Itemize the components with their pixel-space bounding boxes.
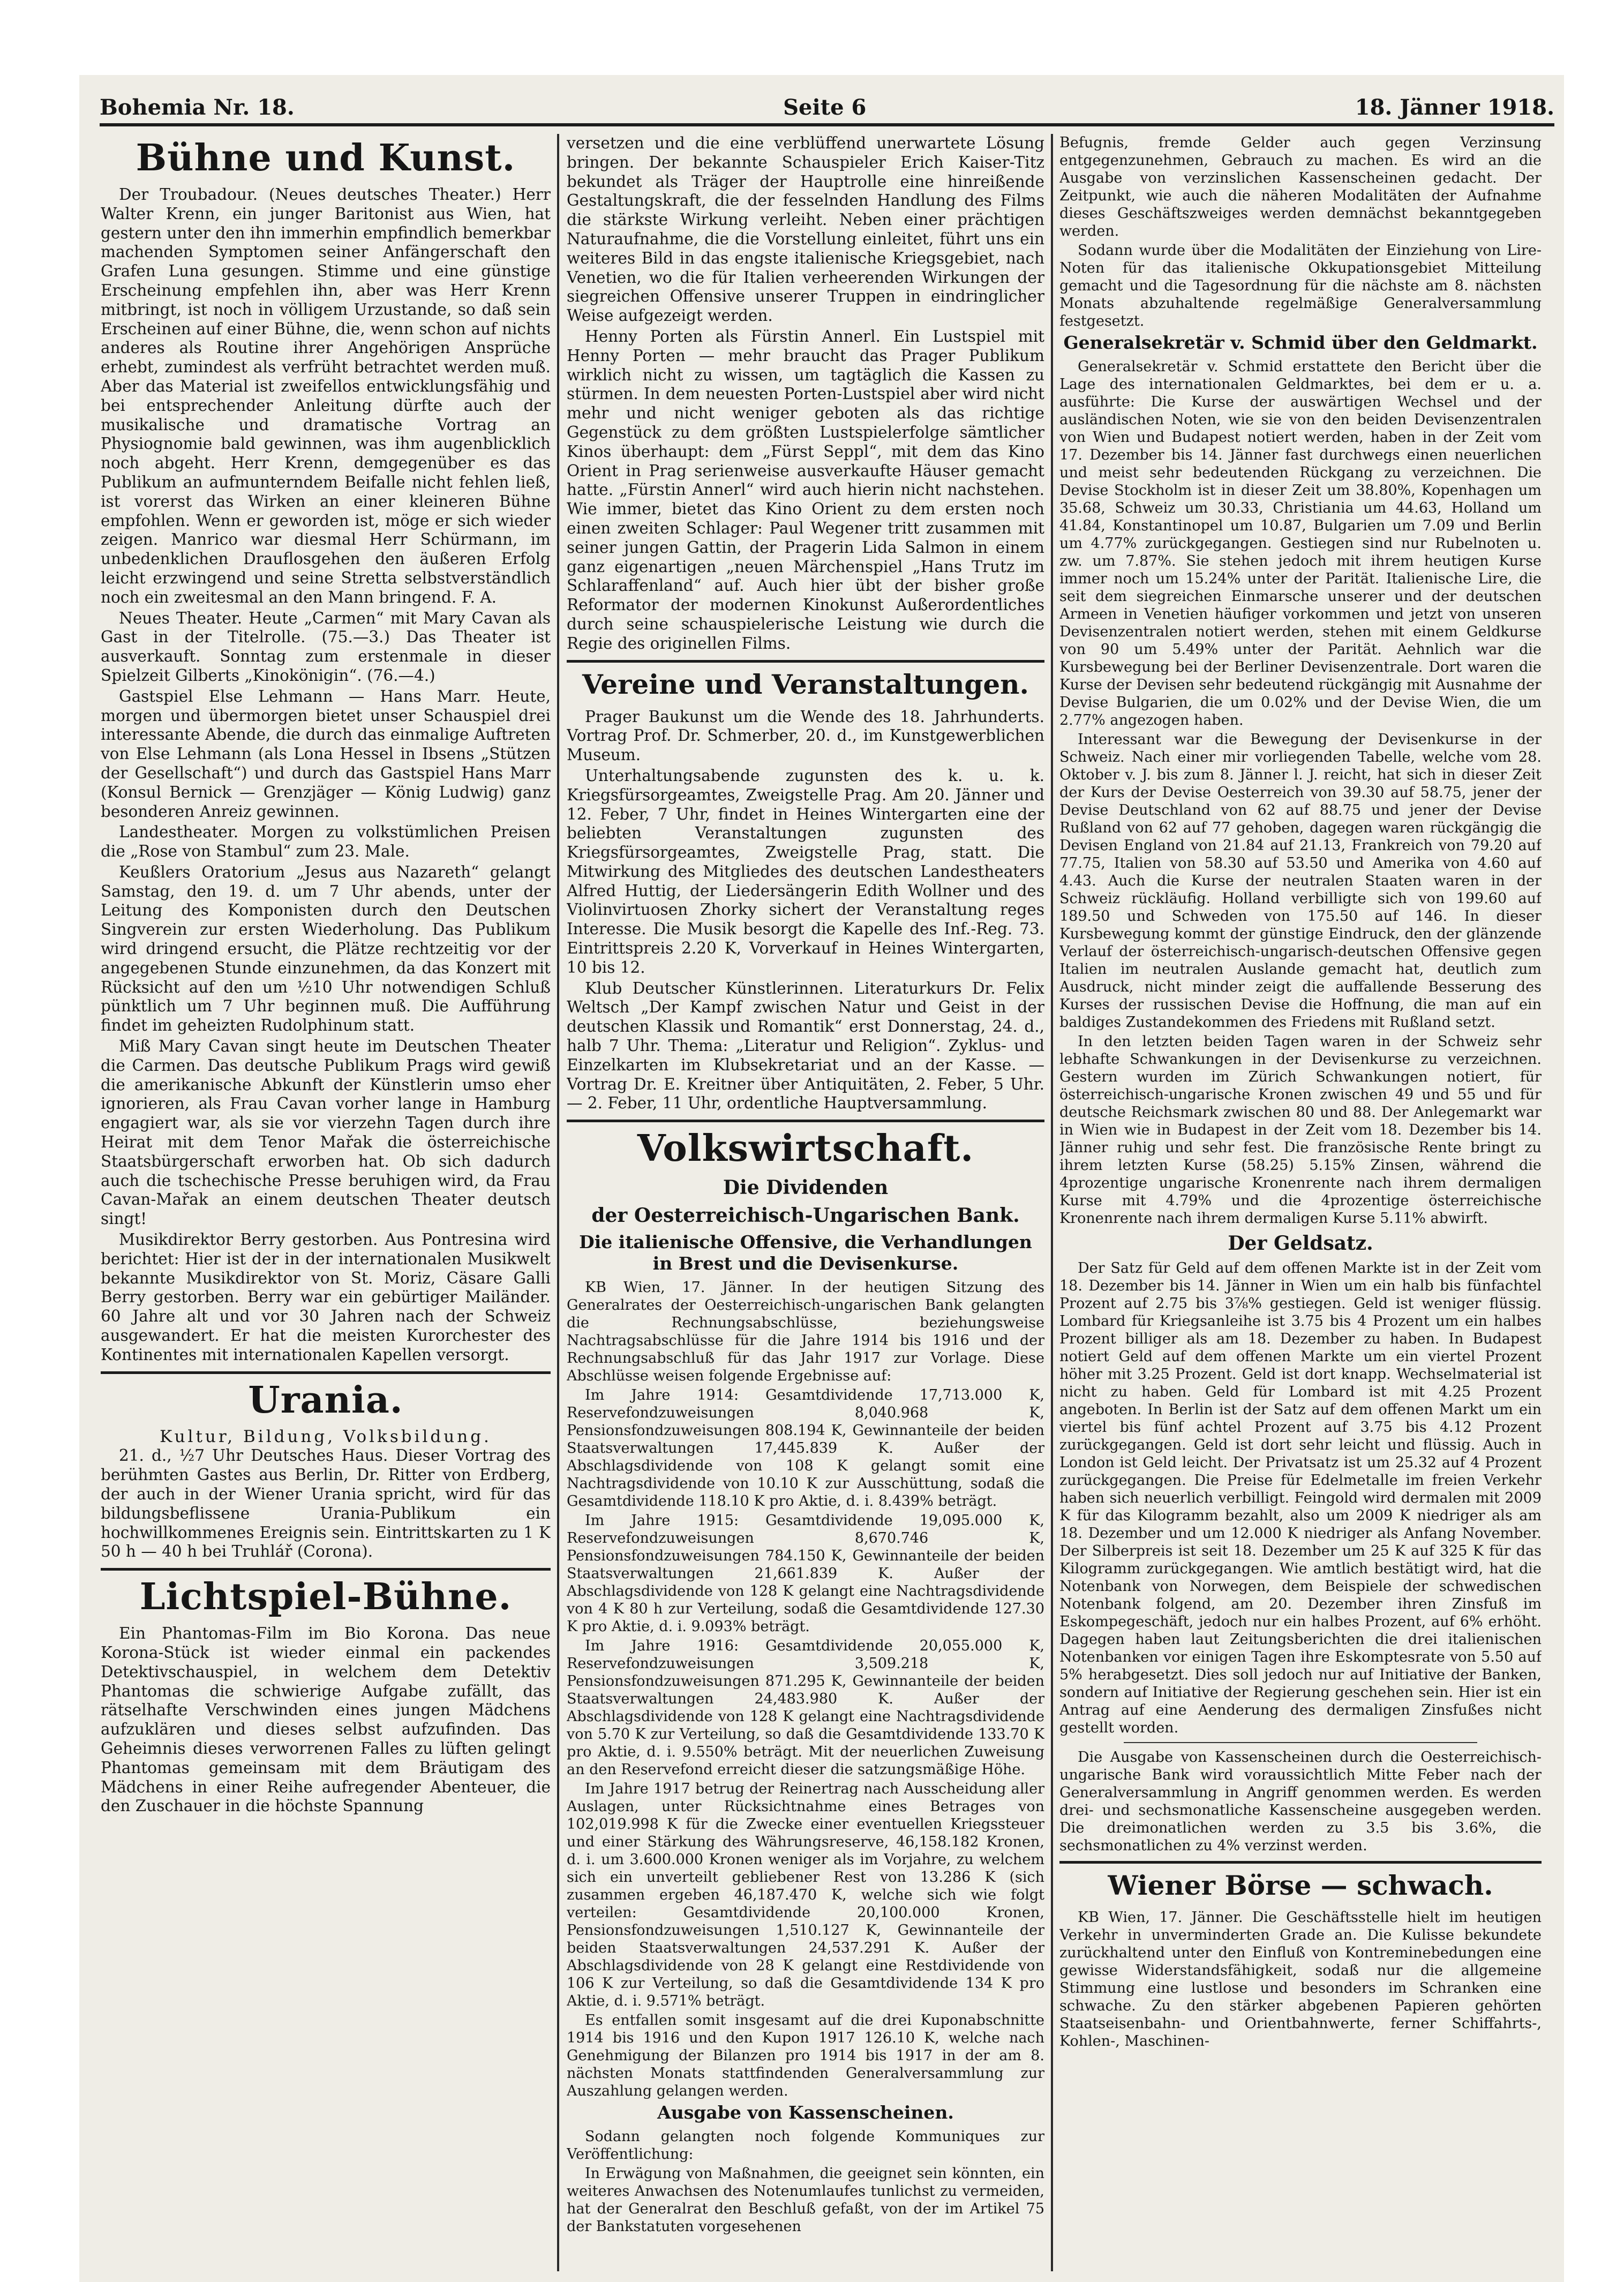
section-title-buehne: Bühne und Kunst. xyxy=(136,137,516,179)
article-kassen-body: In Erwägung von Maßnahmen, die geeignet sein könnten, ein weiteres Anwachsen des Notenumlaufes tunlichst zu vermeiden, hat der Generalrat den Beschluß gefaßt, von der im Artikel 75 der Bankstatuten vorgesehenen xyxy=(567,2165,1044,2235)
page-number: Seite 6 xyxy=(783,95,867,120)
article-neues-theater: Neues Theater. Heute „Carmen“ mit Mary Cavan als Gast in der Titelrolle. (75.—3.) Das Theater ist ausverkauft. Sonntag zum erstenmale in dieser Spielzeit Gilberts „Kinokönigin“. (76.—4.) xyxy=(101,609,551,685)
headline-schmid: Generalsekretär v. Schmid über den Geldmarkt. xyxy=(1063,332,1538,353)
urania-motto: Kultur, Bildung, Volksbildung. xyxy=(160,1427,492,1446)
page-header xyxy=(100,80,1554,126)
article-kupon: Es entfallen somit insgesamt auf die drei Kuponabschnitte 1914 bis 1916 und den Kupon 1917 126.10 K, welche nach Genehmigung der Bilanzen pro 1914 bis 1917 in der am 8. nächsten Monats stattfindenden Generalversammlung zur Auszahlung gelangen werden. xyxy=(567,2012,1044,2100)
section-title-urania: Urania. xyxy=(248,1378,403,1422)
article-film-continued: versetzen und die eine verblüffend unerwartete Lösung bringen. Der bekannte Schauspieler Erich Kaiser-Titz bekundet als Träger der Hauptrolle eine hinreißende Gestaltungskraft, die der fesselnden Handlung des Films die stärkste Wirkung verleiht. Neben einer prächtigen Naturaufnahme, die die Vorstellung einleitet, führt uns ein weiteres Bild in das engste italienische Kriegsgebiet, nach Venetien, wo die für Italien verheerenden Wirkungen der siegreichen Offensive unserer Truppen in eindringlicher Weise aufgezeigt werden. xyxy=(567,134,1044,325)
article-landestheater: Landestheater. Morgen zu volkstümlichen Preisen die „Rose von Stambul“ zum 23. Male. xyxy=(101,823,551,861)
article-baukunst: Prager Baukunst um die Wende des 18. Jahrhunderts. Vortrag Prof. Dr. Schmerber, 20. d., im Kunstgewerblichen Museum. xyxy=(567,707,1044,764)
section-title-volkswirtschaft: Volkswirtschaft. xyxy=(637,1127,974,1170)
newspaper-page xyxy=(79,75,1564,2282)
headline-dividenden: Die Dividenden xyxy=(723,1176,889,1199)
article-wien-intro: KB Wien, 17. Jänner. In der heutigen Sitzung des Generalrates der Oesterreichisch-ungarischen Bank gelangten die Rechnungsabschlüsse, beziehungsweise Nachtragsabschlüsse für die Jahre 1914 bis 1916 und der Rechnungsabschluß für das Jahr 1917 zur Vorlage. Diese Abschlüsse weisen folgende Ergebnisse auf: xyxy=(567,1279,1044,1385)
section-title-lichtspiel: Lichtspiel-Bühne. xyxy=(139,1575,512,1619)
article-separator xyxy=(1124,1742,1477,1743)
section-rule xyxy=(101,1371,551,1374)
article-befugnis: Befugnis, fremde Gelder auch gegen Verzinsung entgegenzunehmen, Gebrauch zu machen. Es wird an die Ausgabe von verzinslichen Kassenscheinen gedacht. Der Zeitpunkt, wie auch die näheren Modalitäten der Aufnahme dieses Geschäftszweiges werden demnächst bekanntgegeben werden. xyxy=(1059,134,1542,239)
section-rule xyxy=(567,1120,1044,1122)
article-kassen-intro: Sodann gelangten noch folgende Kommuniques zur Veröffentlichung: xyxy=(567,2128,1044,2163)
headline-offensive: Die italienische Offensive, die Verhandlungen in Brest und die Devisenkurse. xyxy=(579,1232,1032,1274)
article-geldsatz: Der Satz für Geld auf dem offenen Markte ist in der Zeit vom 18. Dezember bis 14. Jänner in Wien um ein halb bis fünfachtel Prozent auf 2.75 bis 3⅞% gestiegen. Geld ist weniger flüssig. Lombard für Kriegsanleihe ist 3.75 bis 4 Prozent um ein halbes Prozent billiger als am 18. Dezember zu haben. In Budapest notiert Geld auf dem offenen Markte um ein viertel Prozent höher mit 3.25 Prozent. Geld ist dort knapp. Wechselmaterial ist nicht zu haben. Geld für Lombard ist mit 4.25 Prozent angeboten. In Berlin ist der Satz auf dem offenen Markt um ein viertel bis fünf achtel Prozent auf 3.75 bis 4.12 Prozent zurückgegangen. Geld ist dort sehr leicht und flüssig. Auch in London ist Geld leicht. Der Privatsatz ist um 25.32 auf 4 Prozent zurückgegangen. Die Preise für Edelmetalle im freien Verkehr haben sich neuerlich verbilligt. Feingold wird dermalen mit 2009 K für das Kilogramm bezahlt, also um 2009 K niedriger als am 18. Dezember und um 12.000 K niedriger als Anfang November. Der Silberpreis ist seit 18. Dezember um 25 K auf 325 K für das Kilogramm zurückgegangen. Wie amtlich bestätigt wird, hat die Notenbank von Norwegen, dem Beispiele der schwedischen Notenbank folgend, am 20. Dezember ihren Zinsfuß im Eskompegeschäft, jedoch nur ein halbes Prozent, auf 6% erhöht. Dagegen haben laut Zeitungsberichten die drei italienischen Notenbanken vor einigen Tagen ihre Eskomptesrate von 5.50 auf 5% herabgesetzt. Dies soll jedoch nur auf Initiative der Banken, sondern auf Initiative der Regierung geschehen sein. Hier ist ein Antrag auf eine Aenderung des dermaligen Zinsfußes nicht gestellt worden. xyxy=(1059,1260,1542,1736)
masthead-issue: Bohemia Nr. 18. xyxy=(100,95,295,120)
article-troubadour: Der Troubadour. (Neues deutsches Theater.) Herr Walter Krenn, ein junger Baritonist aus Wien, hat gestern unter den ihn immerhin empfindlich bemerkbar machenden Symptomen seiner Anfängerschaft den Grafen Luna gesungen. Stimme und eine günstige Erscheinung empfehlen ihn, aber was Herr Krenn mitbringt, ist noch in völligem Urzustande, so daß sein Erscheinen auf einer Bühne, die, wenn schon auf nichts anderes als Routine ihrer Angehörigen Ansprüche erhebt, zumindest als verfrüht betrachtet werden muß. Aber das Material ist zweifellos entwicklungsfähig und bei entsprechender Anleitung dürfte auch der musikalische und dramatische Vortrag an Physiognomie bald gewinnen, was ihm augenblicklich noch abgeht. Herr Krenn, demgegenüber es das Publikum an aufmunterndem Beifalle nicht fehlen ließ, ist vorerst das Wirken an einer kleineren Bühne empfohlen. Wenn er geworden ist, möge er sich wieder zeigen. Manrico war diesmal Herr Schürmann, im unbedenklichen Drauflosgehen den äußeren Erfolg leicht erzwingend und seine Stretta selbstverständlich noch ein zweitesmal an den Mann bringend. F. A. xyxy=(101,185,551,606)
article-kuenstlerinnen: Klub Deutscher Künstlerinnen. Literaturkurs Dr. Felix Weltsch „Der Kampf zwischen Natur und Geist in der deutschen Klassik und Romantik“ erst Donnerstag, 24. d., halb 7 Uhr. Thema: „Literatur und Religion“. Zyklus- und Einzelkarten im Klubsekretariat und an der Kasse. — Vortrag Dr. E. Kreitner über Antiquitäten, 2. Feber, 5 Uhr. — 2. Feber, 11 Uhr, ordentliche Hauptversammlung. xyxy=(567,979,1044,1113)
column-divider xyxy=(1051,134,1053,2271)
column-2 xyxy=(567,134,1044,2271)
section-title-boerse: Wiener Börse — schwach. xyxy=(1108,1870,1493,1901)
column-3 xyxy=(1059,134,1542,2271)
article-ausgabe: Die Ausgabe von Kassenscheinen durch die Oesterreichisch-ungarische Bank wird voraussichtlich Mitte Feber nach der Generalversammlung in Angriff genommen werden. Es werden drei- und sechsmonatliche Kassenscheine ausgegeben werden. Die dreimonatlichen werden zu 3.5 bis 3.6%, die sechsmonatlichen zu 4% verzinst werden. xyxy=(1059,1749,1542,1854)
article-year-1914: Im Jahre 1914: Gesamtdividende 17,713.000 K, Reservefondzuweisungen 8,040.968 K, Pensionsfondzuweisungen 808.194 K, Gewinnanteile der beiden Staatsverwaltungen 17,445.839 K. Außer der Abschlagsdividende von 108 K gelangt somit eine Nachtragsdividende von 10.10 K zur Ausschüttung, sodaß die Gesamtdividende 118.10 K pro Aktie, d. i. 8.439% beträgt. xyxy=(567,1387,1044,1510)
issue-date: 18. Jänner 1918. xyxy=(1355,95,1554,120)
article-boerse: KB Wien, 17. Jänner. Die Geschäftsstelle hielt im heutigen Verkehr in unverminderten Grade an. Die Kulisse bekundete zurückhaltend unter den Einfluß von Kontreminebedungen eine gewisse Widerstandsfähigkeit, sodaß nur die allgemeine Stimmung eine lustlose und besonders im Schranken eine schwache. Zu den stärker abgebenen Papieren gehörten Staatseisenbahn- und Orientbahnwerte, ferner Schiffahrts-, Kohlen-, Maschinen- xyxy=(1059,1909,1542,2050)
article-devisen: Interessant war die Bewegung der Devisenkurse in der Schweiz. Nach einer mir vorliegenden Tabelle, welche vom 28. Oktober v. J. bis zum 8. Jänner l. J. reicht, hat sich in dieser Zeit der Kurs der Devise Oesterreich von 39.30 auf 58.75, jener der Devise Deutschland von 62 auf 88.75 und jener der Devise Rußland von 62 auf 77 gehoben, dagegen waren rückgängig die Devisen England von 21.84 auf 21.13, Frankreich von 79.20 auf 77.75, Italien von 58.30 auf 53.50 und Amerika von 4.60 auf 4.43. Auch die Kurse der neutralen Staaten waren in der Schweiz rückläufig. Holland verbilligte sich von 199.60 auf 189.50 und Schweden von 175.50 auf 146. In dieser Kursbewegung kommt der günstige Eindruck, den der glänzende Verlauf der österreichisch-ungarisch-deutschen Offensive gegen Italien im neutralen Auslande gemacht hat, deutlich zum Ausdruck, nicht minder zeigt die auffallende Besserung des Kurses der russischen Devise die Hoffnung, die man auf ein baldiges Zustandekommen des Friedens mit Rußland setzt. xyxy=(1059,731,1542,1031)
article-oratorium: Keußlers Oratorium „Jesus aus Nazareth“ gelangt Samstag, den 19. d. um 7 Uhr abends, unter der Leitung des Komponisten durch den Deutschen Singverein zur ersten Wiederholung. Das Publikum wird dringend ersucht, die Plätze rechtzeitig vor der angegebenen Stunde einzunehmen, da das Konzert mit Rücksicht auf den um ½10 Uhr notwendigen Schluß pünktlich um 7 Uhr beginnen muß. Die Aufführung findet im geheizten Rudolphinum statt. xyxy=(101,862,551,1035)
headline-bank: der Oesterreichisch-Ungarischen Bank. xyxy=(591,1204,1020,1227)
column-1 xyxy=(101,134,551,2271)
article-lire: Sodann wurde über die Modalitäten der Einziehung von Lire-Noten für das italienische Okkupationsgebiet Mitteilung gemacht und die Tagesordnung für die nächste am 8. nächsten Monats abzuhaltende regelmäßige Generalversammlung festgesetzt. xyxy=(1059,242,1542,329)
article-year-1915: Im Jahre 1915: Gesamtdividende 19,095.000 K, Reservefondzuweisungen 8,670.746 K, Pensionsfondzuweisungen 784.150 K, Gewinnanteile der beiden Staatsverwaltungen 21,661.839 K. Außer der Abschlagsdividende von 128 K gelangt eine Nachtragsdividende von 4 K 80 h zur Verteilung, sodaß die Gesamtdividende 127.30 K pro Aktie, d. i. 9.093% beträgt. xyxy=(567,1512,1044,1635)
column-divider xyxy=(557,134,559,2271)
article-berry: Musikdirektor Berry gestorben. Aus Pontresina wird berichtet: Hier ist der in der internationalen Musikwelt bekannte Musikdirektor von St. Moriz, Cäsare Galli Berry gestorben. Berry war ein gebürtiger Mailänder. 60 Jahre alt und vor 30 Jahren nach der Schweiz ausgewandert. Er hat die meisten Kurorchester des Kontinentes mit internationalen Kapellen versorgt. xyxy=(101,1230,551,1364)
section-rule xyxy=(567,660,1044,663)
article-unterhaltung: Unterhaltungsabende zugunsten des k. u. k. Kriegsfürsorgeamtes, Zweigstelle Prag. Am 20. Jänner und 12. Feber, 7 Uhr, findet in Heines Wintergarten eine der beliebten Veranstaltungen zugunsten des Kriegsfürsorgeamtes, Zweigstelle Prag, statt. Die Mitwirkung des Mitgliedes des deutschen Landestheaters Alfred Huttig, der Liedersängerin Edith Wollner und des Violinvirtuosen Zhorky sichert der Veranstaltung reges Interesse. Die Musik besorgt die Kapelle des Inf.-Reg. 73. Eintrittspreis 2.20 K, Vorverkauf in Heines Wintergarten, 10 bis 12. xyxy=(567,766,1044,977)
headline-kassenscheine: Ausgabe von Kassenscheinen. xyxy=(657,2102,954,2123)
headline-geldsatz: Der Geldsatz. xyxy=(1228,1232,1373,1255)
article-year-1916: Im Jahre 1916: Gesamtdividende 20,055.000 K, Reservefondzuweisungen 3,509.218 K, Pensionsfondzuweisungen 871.295 K, Gewinnanteile der beiden Staatsverwaltungen 24,483.980 K. Außer der Abschlagsdividende von 128 K gelangt eine Nachtragsdividende von 5.70 K zur Verteilung, so daß die Gesamtdividende 133.70 K pro Aktie, d. i. 9.550% beträgt. Mit der neuerlichen Zuweisung an den Reservefond erreicht dieser die satzungsmäßige Höhe. xyxy=(567,1638,1044,1778)
article-year-1917: Im Jahre 1917 betrug der Reinertrag nach Ausscheidung aller Auslagen, unter Rücksichtnahme eines Betrages von 102,019.998 K für die Zwecke einer eventuellen Kriegssteuer und einer Stärkung des Währungsreserve, 46,158.182 Kronen, d. i. um 3.600.000 Kronen weniger als im Vorjahre, zu welchem sich ein unverteilt gebliebener Rest von 13.286 K (sich zusammen ergeben 46,187.470 K, welche sich wie folgt verteilen: Gesamtdividende 20,100.000 Kronen, Pensionsfondzuweisungen 1,510.127 K, Gewinnanteile der beiden Staatsverwaltungen 24,537.291 K. Außer der Abschlagsdividende von 28 K gelangt eine Restdividende von 106 K zur Verteilung, so daß die Gesamtdividende 134 K pro Aktie, d. i. 9.571% beträgt. xyxy=(567,1781,1044,2010)
section-title-vereine: Vereine und Veranstaltungen. xyxy=(582,668,1029,700)
article-cavan: Miß Mary Cavan singt heute im Deutschen Theater die Carmen. Das deutsche Publikum Prags wird gewiß die amerikanische Abkunft der Künstlerin umso eher ignorieren, als Frau Cavan vorher lange in Hamburg engagiert war, als sie vor vierzehn Tagen durch ihre Heirat mit dem Tenor Mařak die österreichische Staatsbürgerschaft erworben hat. Ob sich dadurch auch die tschechische Presse beruhigen wird, da Frau Cavan-Mařak an einem deutschen Theater deutsch singt! xyxy=(101,1037,551,1228)
article-porten: Henny Porten als Fürstin Annerl. Ein Lustspiel mit Henny Porten — mehr braucht das Prager Publikum wirklich nicht zu wissen, um tagtäglich die Kassen zu stürmen. In dem neuesten Porten-Lustspiel aber wird nicht mehr und nicht weniger geboten als das richtige Gegenstück zu dem größten Lustspielerfolge sämtlicher Kinos überhaupt: dem „Fürst Seppl“, mit dem das Kino Orient in Prag serienweise ausverkaufte Häuser gemacht hatte. „Fürstin Annerl“ wird auch hierin nicht nachstehen. Wie immer, bietet das Kino Orient zu dem ersten noch einen zweiten Schlager: Paul Wegener tritt zusammen mit seiner jungen Gattin, der Pragerin Lida Salmon in einem ganz eigenartigen „neuen Märchenspiel „Hans Trutz im Schlaraffenland“ auf. Auch hier übt der bisher große Reformator der modernen Kinokunst Außerordentliches durch seine schauspielerische Leistung wie durch die Regie des originellen Films. xyxy=(567,327,1044,652)
article-schwankungen: In den letzten beiden Tagen waren in der Schweiz sehr lebhafte Schwankungen in der Devisenkurse zu verzeichnen. Gestern wurden im Zürich Schwankungen notiert, für österreichisch-ungarische Kronen zwischen 49 und 55 und für deutsche Reichsmark zwischen 80 und 88. Der Anlegemarkt war in Wien wie in Budapest in der Zeit vom 18. Dezember bis 14. Jänner ruhig und sehr fest. Die französische Rente bringt zu ihrem letzten Kurse (58.25) 5.15% Zinsen, während die 4prozentige ungarische Kronenrente nach ihrem dermaligen Kurse mit 4.79% und die 4prozentige österreichische Kronenrente nach ihrem dermaligen Kurse 5.11% abwirft. xyxy=(1059,1033,1542,1227)
section-rule xyxy=(101,1568,551,1571)
article-schmid: Generalsekretär v. Schmid erstattete den Bericht über die Lage des internationalen Geldmarktes, bei dem er u. a. ausführte: Die Kurse der auswärtigen Wechsel und der ausländischen Noten, wie sie von den beiden Devisenzentralen von Wien und Budapest notiert werden, haben in der Zeit vom 17. Dezember bis 14. Jänner fast durchwegs einen neuerlichen und meist sehr bedeutenden Rückgang zu verzeichnen. Die Devise Stockholm ist in dieser Zeit um 38.80%, Kopenhagen um 35.68, Schweiz um 30.33, Christiania um 44.63, Holland um 41.84, Konstantinopel um 10.87, Bulgarien um 7.09 und Berlin um 4.77% zurückgegangen. Gestiegen sind nur Rubelnoten u. zw. um 7.87%. Sie stehen jedoch mit ihrem heutigen Kurse immer noch um 15.24% unter der Parität. Italienische Lire, die seit dem siegreichen Einmarsche unserer und der deutschen Armeen in Venetien häufiger vorkommen und jetzt von unseren Devisenzentralen notiert werden, stehen mit einem Geldkurse von 90 um 5.49% unter der Parität. Aehnlich war die Kursbewegung bei der Berliner Devisenzentrale. Dort waren die Kurse der Devisen sehr bedeutend rückgängig mit Ausnahme der Devise Bulgarien, die um 0.02% und der Devise Wien, die um 2.77% angezogen haben. xyxy=(1059,358,1542,729)
section-rule xyxy=(1059,1861,1542,1864)
article-urania: 21. d., ½7 Uhr Deutsches Haus. Dieser Vortrag des berühmten Gastes aus Berlin, Dr. Ritter von Erdberg, der auch in der Wiener Urania spricht, wird für das bildungsbeflissene Urania-Publikum ein hochwillkommenes Ereignis sein. Eintrittskarten zu 1 K 50 h — 40 h bei Truhlář (Corona). xyxy=(101,1446,551,1561)
article-phantomas: Ein Phantomas-Film im Bio Korona. Das neue Korona-Stück ist wieder einmal ein packendes Detektivschauspiel, in welchem dem Detektiv Phantomas die schwierige Aufgabe zufällt, das rätselhafte Verschwinden eines jungen Mädchens aufzuklären und dieses selbst aufzufinden. Das Geheimnis dieses verworrenen Falles zu lüften gelingt Phantomas gemeinsam mit dem Bräutigam des Mädchens in einer Reihe aufregender Abenteuer, die den Zuschauer in die höchste Spannung xyxy=(101,1624,551,1815)
article-gastspiel: Gastspiel Else Lehmann — Hans Marr. Heute, morgen und übermorgen bietet unser Schauspiel drei interessante Abende, die durch das einmalige Auftreten von Else Lehmann (als Lona Hessel in Ibsens „Stützen der Gesellschaft“) und durch das Gastspiel Hans Marr (Konsul Bernick — Grenzjäger — König Ludwig) ganz besonderen Anreiz gewinnen. xyxy=(101,687,551,821)
